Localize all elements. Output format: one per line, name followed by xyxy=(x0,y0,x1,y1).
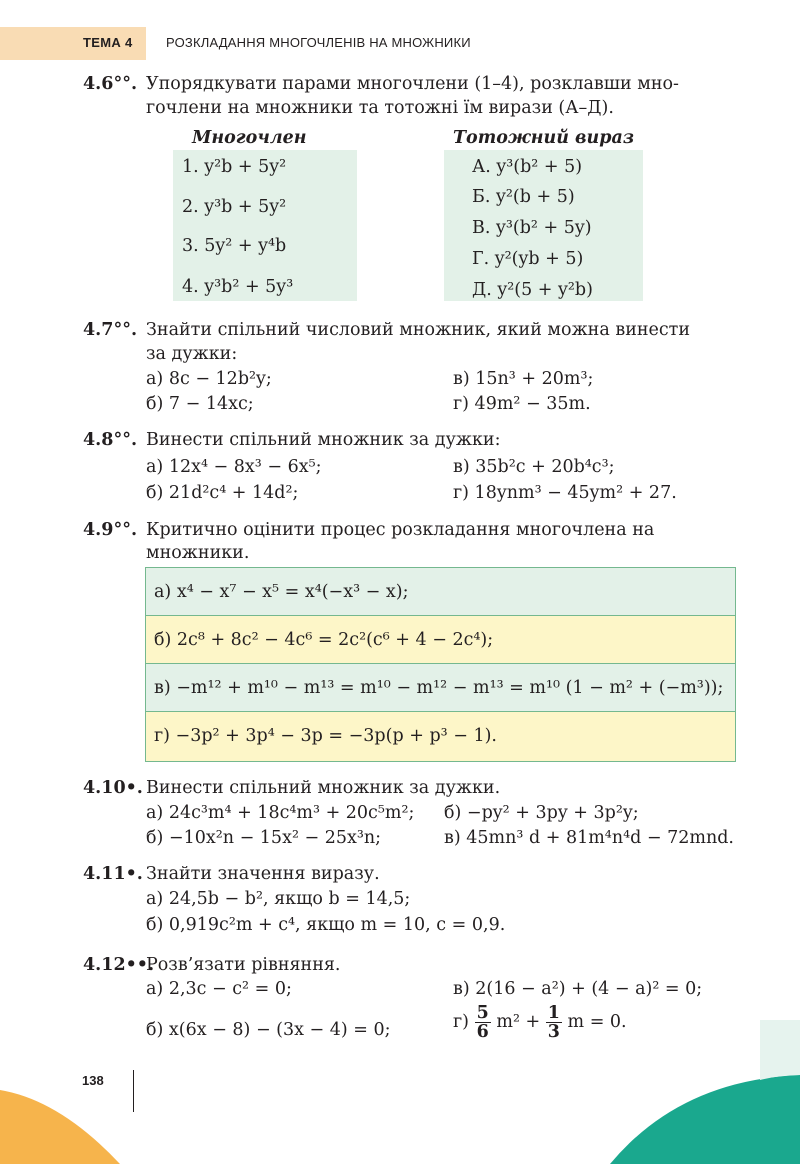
problem-text: гочлени на множники та тотожні їм вирази (А–Д). xyxy=(146,98,614,118)
problem-number-4-6: 4.6°°. xyxy=(83,74,138,94)
table-row: б) 2c⁸ + 8c² − 4c⁶ = 2c²(c⁶ + 4 − 2c⁴); xyxy=(146,616,735,664)
table-row: а) x⁴ − x⁷ − x⁵ = x⁴(−x³ − x); xyxy=(146,568,735,616)
exercise-item: б) 7 − 14xc; xyxy=(146,394,254,414)
exercise-item: г) 18ynm³ − 45ym² + 27. xyxy=(453,483,677,503)
fraction: $\frac{1}{3}$ xyxy=(547,1003,560,1042)
exercise-item: а) 24,5b − b², якщо b = 14,5; xyxy=(146,889,411,909)
problem-text: Знайти значення виразу. xyxy=(146,864,380,884)
problem-text: за дужки: xyxy=(146,344,238,364)
list-item: Б. y²(b + 5) xyxy=(472,187,575,207)
table-row: г) −3p² + 3p⁴ − 3p = −3p(p + p³ − 1). xyxy=(146,712,735,761)
critique-table xyxy=(145,567,736,762)
exercise-item: а) 24c³m⁴ + 18c⁴m³ + 20c⁵m²; xyxy=(146,803,415,823)
exercise-item: б) −py² + 3py + 3p²y; xyxy=(444,803,639,823)
exercise-item: б) x(6x − 8) − (3x − 4) = 0; xyxy=(146,1020,391,1040)
list-item: В. y³(b² + 5y) xyxy=(472,218,592,238)
problem-number-4-11: 4.11•. xyxy=(83,864,143,884)
exercise-item: б) 0,919c²m + c⁴, якщо m = 10, c = 0,9. xyxy=(146,915,506,935)
exercise-item: в) 45mn³ d + 81m⁴n⁴d − 72mnd. xyxy=(444,828,734,848)
exercise-item: б) 21d²c⁴ + 14d²; xyxy=(146,483,299,503)
problem-number-4-9: 4.9°°. xyxy=(83,520,138,540)
problem-number-4-12: 4.12••. xyxy=(83,955,155,975)
exercise-item: в) 35b²c + 20b⁴c³; xyxy=(453,457,615,477)
problem-text: Критично оцінити процес розкладання многочлена на xyxy=(146,520,655,540)
column-header-identity: Тотожний вираз xyxy=(453,128,634,148)
exercise-item: а) 8c − 12b²y; xyxy=(146,369,272,389)
list-item: 4. y³b² + 5y³ xyxy=(182,277,294,297)
problem-text: множники. xyxy=(146,543,250,563)
exercise-item: а) 12x⁴ − 8x³ − 6x⁵; xyxy=(146,457,322,477)
list-item: 3. 5y² + y⁴b xyxy=(182,236,287,256)
list-item: 1. y²b + 5y² xyxy=(182,157,287,177)
exercise-item: в) 15n³ + 20m³; xyxy=(453,369,594,389)
page-divider xyxy=(133,1070,134,1112)
topic-title: РОЗКЛАДАННЯ МНОГОЧЛЕНІВ НА МНОЖНИКИ xyxy=(166,35,471,50)
list-item: Г. y²(yb + 5) xyxy=(472,249,584,269)
exercise-item: в) 2(16 − a²) + (4 − a)² = 0; xyxy=(453,979,703,999)
problem-number-4-7: 4.7°°. xyxy=(83,320,138,340)
problem-text: Винести спільний множник за дужки. xyxy=(146,778,501,798)
fraction: $\frac{5}{6}$ xyxy=(476,1003,489,1042)
problem-number-4-10: 4.10•. xyxy=(83,778,143,798)
problem-text: Розв’язати рівняння. xyxy=(146,955,341,975)
exercise-item: а) 2,3c − c² = 0; xyxy=(146,979,292,999)
column-header-polynomial: Многочлен xyxy=(192,128,307,148)
table-row: в) −m¹² + m¹⁰ − m¹³ = m¹⁰ − m¹² − m¹³ = m¹⁰ (1 − m² + (−m³)); xyxy=(146,664,735,712)
topic-label: ТЕМА 4 xyxy=(83,35,133,50)
problem-text: Винести спільний множник за дужки: xyxy=(146,430,501,450)
page-number: 138 xyxy=(82,1073,104,1088)
list-item: 2. y³b + 5y² xyxy=(182,197,287,217)
exercise-item: г) 49m² − 35m. xyxy=(453,394,591,414)
exercise-item: б) −10x²n − 15x² − 25x³n; xyxy=(146,828,382,848)
problem-number-4-8: 4.8°°. xyxy=(83,430,138,450)
problem-text: Знайти спільний числовий множник, який можна винести xyxy=(146,320,691,340)
exercise-item-fraction: г) $\frac{5}{6}$ m² + $\frac{1}{3}$ m = 0. xyxy=(453,1003,627,1042)
list-item: А. y³(b² + 5) xyxy=(472,157,583,177)
problem-text: Упорядкувати парами многочлени (1–4), розклавши мно- xyxy=(146,74,679,94)
list-item: Д. y²(5 + y²b) xyxy=(472,280,593,300)
